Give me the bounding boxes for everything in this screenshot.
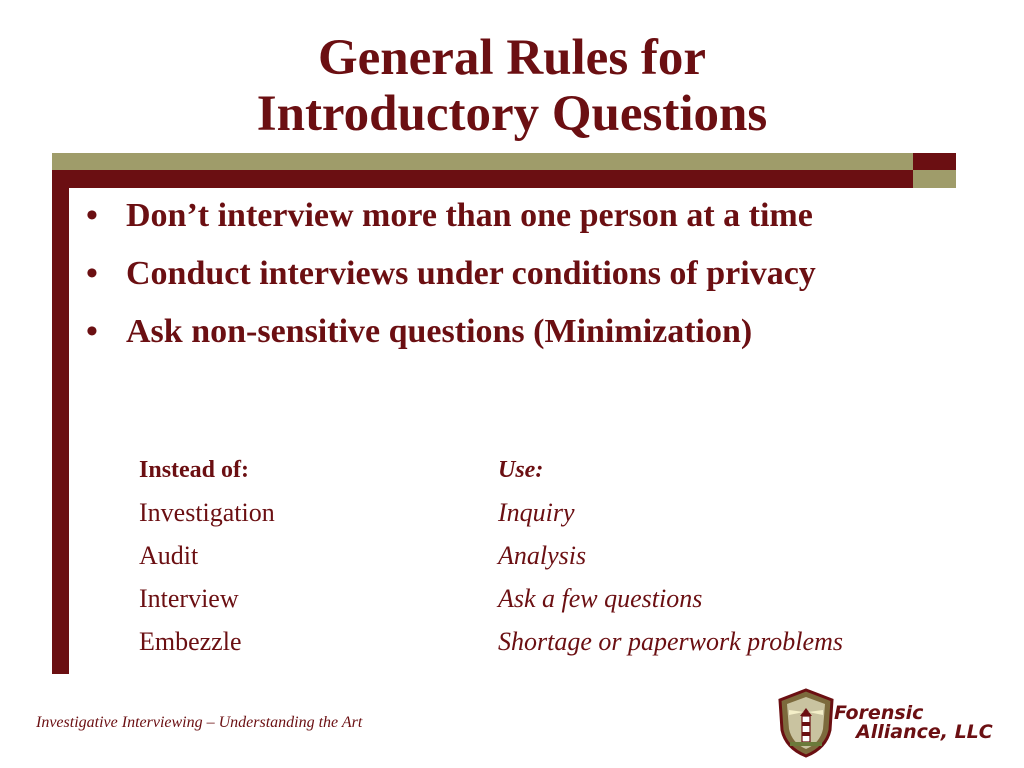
decorative-maroon-square xyxy=(913,153,956,170)
term-comparison-table xyxy=(139,450,899,665)
bullet-item xyxy=(86,309,916,354)
decorative-left-bar xyxy=(52,188,69,674)
footer-text: Investigative Interviewing – Understanding the Art xyxy=(36,714,363,731)
bullet-icon: • xyxy=(86,255,98,292)
use-term: Analysis xyxy=(498,541,587,570)
use-term: Shortage or paperwork problems xyxy=(498,627,843,656)
bullet-list xyxy=(86,193,916,367)
logo-line-1: Forensic xyxy=(834,702,924,724)
table-row xyxy=(139,493,899,536)
header-instead-of: Instead of: xyxy=(139,457,250,483)
bullet-text: Ask non-sensitive questions (Minimization) xyxy=(126,313,753,350)
decorative-olive-bar xyxy=(52,153,913,170)
table-row xyxy=(139,536,899,579)
company-logo xyxy=(776,688,1006,758)
header-use: Use: xyxy=(498,457,544,483)
instead-of-term: Investigation xyxy=(139,498,275,527)
table-header-row xyxy=(139,450,899,493)
decorative-maroon-bar xyxy=(52,170,913,188)
instead-of-term: Audit xyxy=(139,541,199,570)
instead-of-term: Interview xyxy=(139,584,239,613)
bullet-item xyxy=(86,193,916,238)
use-term: Ask a few questions xyxy=(498,584,703,613)
use-term: Inquiry xyxy=(498,498,575,527)
slide-title-line-1: General Rules for xyxy=(317,30,707,86)
table-row xyxy=(139,622,899,665)
logo-wordmark xyxy=(834,704,993,742)
bullet-text: Don’t interview more than one person at a time xyxy=(126,197,813,234)
bullet-item xyxy=(86,251,916,296)
bullet-icon: • xyxy=(86,313,98,350)
slide-title-line-2: Introductory Questions xyxy=(256,86,768,142)
table-row xyxy=(139,579,899,622)
decorative-olive-square xyxy=(913,170,956,188)
slide-title xyxy=(0,30,1024,142)
bullet-text: Conduct interviews under conditions of privacy xyxy=(126,255,816,292)
logo-line-2: Alliance, LLC xyxy=(856,721,993,743)
instead-of-term: Embezzle xyxy=(139,627,242,656)
bullet-icon: • xyxy=(86,197,98,234)
lighthouse-shield-icon xyxy=(776,688,836,758)
